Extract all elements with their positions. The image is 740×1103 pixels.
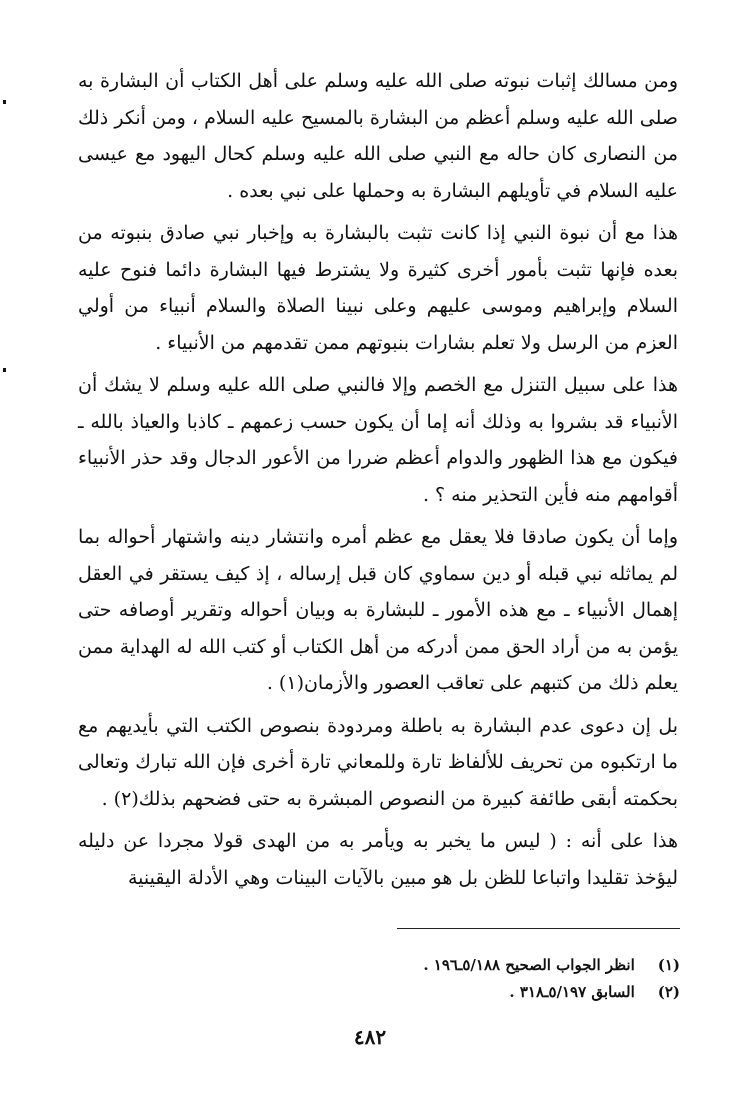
paragraph: هذا على سبيل التنزل مع الخصم وإلا فالنبي صلى الله عليه وسلم لا يشك أن الأنبياء قد بشروا به وذلك أنه إما أن يكون حسب زعمهم ـ كاذبا والعياذ بالله ـ فيكون مع هذا الظهور والدوام أعظم ضررا من الأعور الدجال وقد حذر الأنبياء أقوامهم منه فأين التحذير منه ؟ . [78,374,678,506]
footnote [78,979,680,1006]
footnote [78,952,680,979]
footnote-number: (١) [657,956,680,974]
footnote-text: انظر الجواب الصحيح ٥/١٨٨ـ١٩٦ . [423,956,635,974]
page-number: ٤٨٢ [353,1025,387,1049]
footnote-separator [397,928,680,929]
paragraph: وإما أن يكون صادقا فلا يعقل مع عظم أمره وانتشار دينه واشتهار أحواله بما لم يماثله نبي قبله أو دين سماوي كان قبل إرساله ، إذ كيف يستقر في العقل إهمال الأنبياء ـ مع هذه الأمور ـ للبشارة به وبيان أحواله وتقرير أوصافه حتى يؤمن به من أراد الحق ممن أدركه من أهل الكتاب أو كتب الله له الهداية ممن يعلم ذلك من كتبهم على تعاقب العصور والأزمان(١) . [78,526,678,694]
footnote-text: السابق ٥/١٩٧ـ٣١٨ . [509,983,635,1001]
paragraph: هذا مع أن نبوة النبي إذا كانت تثبت بالبشارة به وإخبار نبي صادق بنبوته من بعده فإنها تثبت بأمور أخرى كثيرة ولا يشترط فيها البشارة دائما فنوح عليه السلام وإبراهيم وموسى عليهم وعلى نبينا الصلاة والسلام أنبياء من أولي العزم من الرسل ولا تعلم بشارات بنبوتهم ممن تقدمهم من الأنبياء . [78,222,678,354]
paragraph: ومن مسالك إثبات نبوته صلى الله عليه وسلم على أهل الكتاب أن البشارة به صلى الله عليه وسلم أعظم من البشارة بالمسيح عليه السلام ، ومن أنكر ذلك من النصارى كان حاله مع النبي صلى الله عليه وسلم كحال اليهود مع عيسى عليه السلام في تأويلهم البشارة به وحملها على نبي بعده . [78,70,678,202]
margin-mark [3,368,6,372]
paragraph: بل إن دعوى عدم البشارة به باطلة ومردودة بنصوص الكتب التي بأيديهم مع ما ارتكبوه من تحريف للألفاظ تارة وللمعاني تارة أخرى فإن الله تبارك وتعالى بحكمته أبقى طائفة كبيرة من النصوص المبشرة به حتى فضحهم بذلك(٢) . [78,714,678,810]
paragraph: هذا على أنه : ( ليس ما يخبر به ويأمر به من الهدى قولا مجردا عن دليله ليؤخذ تقليدا واتباعا للظن بل هو مبين بالآيات البينات وهي الأدلة اليقينية [78,830,678,889]
margin-mark [3,100,6,104]
footnotes [78,952,680,1006]
footnote-number: (٢) [657,983,680,1001]
main-text [78,63,678,902]
